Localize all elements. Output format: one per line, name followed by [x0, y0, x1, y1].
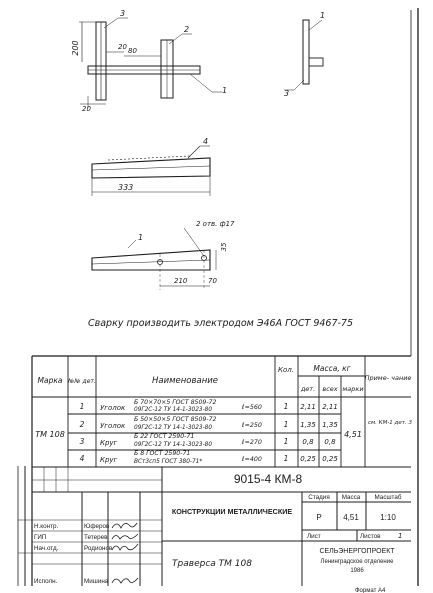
signature	[112, 544, 138, 550]
scale-label: Масштаб	[374, 494, 402, 501]
row-line2: 09Г2С-12 ТУ 14-1-3023-80	[134, 425, 213, 431]
row-num: 2	[79, 420, 85, 429]
bottom-callout-1: 1	[138, 233, 144, 242]
row-all: 2,11	[322, 403, 338, 411]
staff-name: Юферов	[84, 523, 110, 530]
welding-note: Сварку производить электродом Э46А ГОСТ 9467-75	[88, 318, 354, 329]
signature	[112, 534, 138, 539]
dim-200: 200	[71, 40, 80, 56]
row-line1: Б 70×70×5 ГОСТ 8509-72	[134, 399, 217, 406]
row-line2: 09Г2С-12 ТУ 14-1-3023-80	[134, 442, 213, 448]
part-detail-view	[92, 137, 210, 196]
staff-role: Н.контр.	[34, 523, 59, 530]
row-line2: ВСт3сп5 ГОСТ 380-71*	[134, 459, 203, 465]
mass-label: Масса	[341, 494, 361, 501]
title-block	[18, 467, 411, 586]
scale-value: 1:10	[380, 513, 396, 522]
table-row	[80, 399, 338, 413]
dim-holes: 2 отв. ф17	[196, 220, 235, 228]
staff-role: Нач.отд.	[34, 545, 59, 552]
staff-name: Мишина	[84, 578, 109, 585]
staff-name: Родионов	[84, 545, 113, 552]
specification-table	[32, 356, 412, 467]
header-mass-det: дет.	[300, 385, 316, 393]
header-qty: Кол.	[278, 366, 294, 374]
sheets-label: Листов	[360, 533, 381, 540]
staff-role: Исполн.	[34, 578, 58, 585]
row-line1: Б 8 ГОСТ 2590-71	[134, 450, 191, 457]
row-type: Уголок	[100, 422, 126, 430]
dim-35: 35	[220, 242, 228, 252]
callout-1: 1	[222, 86, 228, 95]
org-name: СЕЛЬЭНЕРГОПРОЕКТ	[319, 548, 395, 555]
org-branch: Ленинградское отделение	[320, 559, 394, 565]
assembly-side-view	[284, 11, 325, 98]
callout-4: 4	[203, 137, 209, 146]
mark-value: ТМ 108	[35, 430, 65, 439]
assembly-front-view	[71, 9, 227, 113]
format-label: Формат А4	[355, 588, 386, 593]
row-len: ℓ=250	[242, 422, 262, 429]
header-mass-mark: марки	[342, 385, 364, 393]
header-marka: Марка	[37, 376, 63, 385]
staff-role: ГИП	[34, 534, 47, 541]
stage-value: Р	[316, 513, 322, 522]
row-len: ℓ=270	[242, 439, 262, 446]
side-callout-1: 1	[320, 11, 326, 20]
row-line2: 09Г2С-12 ТУ 14-1-3023-80	[134, 407, 213, 413]
dim-333: 333	[118, 183, 134, 192]
header-num: №№ дет.	[68, 378, 96, 385]
row-det: 0,8	[302, 438, 314, 446]
sheets-value: 1	[398, 532, 403, 540]
signature	[112, 578, 138, 583]
row-all: 0,8	[324, 438, 336, 446]
header-name: Наименование	[151, 376, 219, 386]
row-num: 3	[79, 437, 85, 446]
side-callout-3: 3	[284, 89, 290, 98]
sheet-label: Лист	[307, 533, 321, 540]
table-row	[80, 416, 413, 431]
row-num: 1	[79, 402, 85, 411]
row-all: 1,35	[322, 421, 338, 429]
row-len: ℓ=560	[242, 404, 262, 411]
dim-70: 70	[208, 277, 217, 285]
row-det: 0,25	[300, 455, 316, 463]
row-det: 2,11	[300, 403, 316, 411]
row-type: Круг	[100, 439, 118, 447]
callout-3: 3	[120, 9, 126, 18]
row-det: 1,35	[300, 421, 316, 429]
stage-label: Стадия	[308, 494, 330, 501]
dim-210: 210	[174, 277, 188, 285]
row-qty: 1	[283, 420, 289, 429]
header-note: Приме- чание	[364, 374, 412, 382]
row-note: см. КМ-1 дет. 3	[368, 420, 412, 426]
dim-20-top: 20	[118, 43, 127, 51]
staff-name: Тетерев	[84, 534, 108, 541]
org-year: 1986	[350, 568, 364, 574]
dim-80: 80	[128, 47, 137, 55]
part-1-view	[92, 220, 235, 290]
callout-2: 2	[184, 25, 190, 34]
row-type: Круг	[100, 456, 118, 464]
row-len: ℓ=400	[242, 456, 262, 463]
table-row	[80, 450, 339, 465]
signature	[112, 523, 137, 528]
mark-mass: 4,51	[344, 430, 362, 439]
row-type: Уголок	[100, 404, 126, 412]
drawing-code: 9015-4 КМ-8	[233, 472, 303, 486]
row-qty: 1	[283, 437, 289, 446]
title-subtitle: КОНСТРУКЦИИ МЕТАЛЛИЧЕСКИЕ	[171, 507, 293, 516]
mass-value: 4,51	[343, 513, 359, 522]
object-name: Траверса ТМ 108	[172, 559, 252, 569]
row-num: 4	[79, 454, 85, 463]
row-line1: Б 22 ГОСТ 2590-71	[134, 433, 195, 440]
row-qty: 1	[283, 454, 289, 463]
header-mass-all: всех	[322, 385, 338, 393]
header-mass: Масса, кг	[313, 364, 351, 373]
dim-20-left: 20	[82, 105, 91, 113]
row-all: 0,25	[322, 455, 338, 463]
row-qty: 1	[283, 402, 289, 411]
row-line1: Б 50×50×5 ГОСТ 8509-72	[134, 416, 217, 423]
